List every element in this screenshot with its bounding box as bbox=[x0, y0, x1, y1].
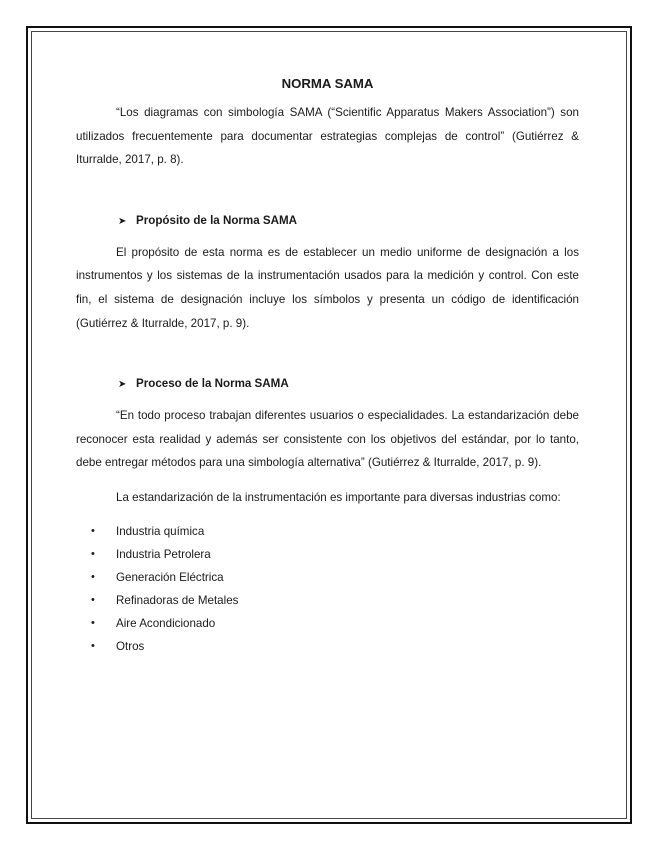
list-item: • Generación Eléctrica bbox=[76, 566, 579, 589]
round-bullet-icon: • bbox=[91, 639, 95, 652]
round-bullet-icon: • bbox=[91, 524, 95, 537]
section-paragraph-proceso: “En todo proceso trabajan diferentes usuarios o especialidades. La estandarización debe reconocer esta realidad y además ser consistente con los objetivos del estándar, por lo tanto, debe entregar métodos para una simbología alternativa” (Gutiérrez & Iturralde, 2017, p. 9). bbox=[76, 409, 579, 470]
list-item: • Aire Acondicionado bbox=[76, 612, 579, 635]
arrowhead-bullet-icon: ➤ bbox=[118, 379, 127, 391]
round-bullet-icon: • bbox=[91, 593, 95, 606]
section-heading-label: Proceso de la Norma SAMA bbox=[136, 377, 289, 391]
section-paragraph-proposito: El propósito de esta norma es de establecer un medio uniforme de designación a los instrumentos y los sistemas de la instrumentación usados para la medición y control. Con este fin, el sistema de designación incluye los símbolos y presenta un código de identificación (Gutiérrez & Iturralde, 2017, p. 9). bbox=[76, 245, 579, 330]
section-heading-proposito bbox=[76, 209, 579, 233]
document-body bbox=[76, 72, 579, 658]
industries-list bbox=[76, 520, 579, 658]
round-bullet-icon: • bbox=[91, 547, 95, 560]
arrowhead-bullet-icon: ➤ bbox=[118, 215, 127, 227]
page-title: NORMA SAMA bbox=[281, 76, 374, 91]
intro-paragraph: “Los diagramas con simbología SAMA (“Scientific Apparatus Makers Association”) son utilizados frecuentemente para documentar estrategias complejas de control” (Gutiérrez & Iturralde, 2017, p. 8). bbox=[76, 106, 579, 167]
list-item: • Otros bbox=[76, 635, 579, 658]
round-bullet-icon: • bbox=[91, 570, 95, 583]
section-heading-proceso bbox=[76, 372, 579, 396]
section-heading-label: Propósito de la Norma SAMA bbox=[136, 213, 298, 227]
list-item: • Industria química bbox=[76, 520, 579, 543]
list-item: • Industria Petrolera bbox=[76, 543, 579, 566]
section-paragraph-industrias: La estandarización de la instrumentación es importante para diversas industrias como: bbox=[116, 490, 561, 504]
round-bullet-icon: • bbox=[91, 616, 95, 629]
list-item: • Refinadoras de Metales bbox=[76, 589, 579, 612]
